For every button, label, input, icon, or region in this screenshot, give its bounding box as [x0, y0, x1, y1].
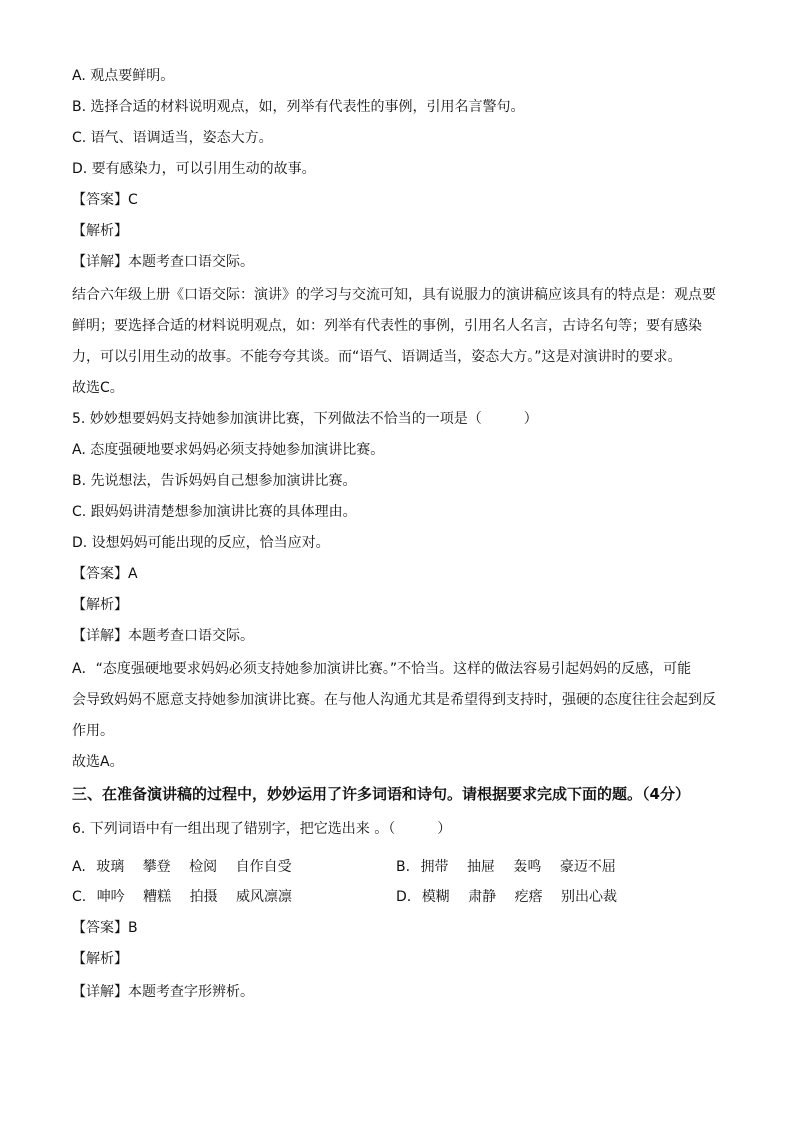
option-label: C. — [72, 889, 87, 905]
word: 肃静 — [468, 889, 497, 905]
q5-option-d: D. 设想妈妈可能出现的反应，恰当应对。 — [72, 535, 330, 551]
option-label: D. — [396, 889, 412, 905]
word: 模糊 — [421, 889, 450, 905]
q5-detail-line: 会导致妈妈不愿意支持她参加演讲比赛。在与他人沟通尤其是希望得到支持时，强硬的态度往往会起到反 — [72, 692, 716, 708]
word: 疙瘩 — [514, 889, 543, 905]
q4-detail-line: 鲜明；要选择合适的材料说明观点，如：列举有代表性的事例，引用名人名言，古诗名句等；要有感染 — [72, 318, 702, 334]
section-3-heading: 三、在准备演讲稿的过程中，妙妙运用了许多词语和诗句。请根据要求完成下面的题。（4分） — [72, 785, 690, 803]
word: 轰鸣 — [513, 859, 542, 875]
word: 检阅 — [189, 859, 218, 875]
word: 攀登 — [142, 859, 171, 875]
q6-analysis-label: 【解析】 — [72, 951, 128, 967]
q5-detail-line: 作用。 — [72, 723, 114, 739]
q5-stem: 5. 妙妙想要妈妈支持她参加演讲比赛，下列做法不恰当的一项是（ ） — [72, 411, 538, 427]
q5-choice: 故选A。 — [72, 754, 124, 770]
q6-option-b — [396, 857, 616, 877]
word: 别出心裁 — [561, 889, 618, 905]
word: 玻璃 — [96, 859, 125, 875]
q5-answer: 【答案】A — [72, 566, 138, 582]
q6-option-row-2 — [72, 887, 732, 907]
q4-analysis-label: 【解析】 — [72, 223, 128, 239]
word: 糟糕 — [143, 889, 172, 905]
q6-option-d — [396, 887, 617, 907]
q5-option-c: C. 跟妈妈讲清楚想参加演讲比赛的具体理由。 — [72, 504, 357, 520]
q4-option-b: B. 选择合适的材料说明观点，如，列举有代表性的事例，引用名言警句。 — [72, 99, 525, 115]
word: 豪迈不屈 — [559, 859, 616, 875]
word: 威风凛凛 — [236, 889, 293, 905]
q5-option-a: A. 态度强硬地要求妈妈必须支持她参加演讲比赛。 — [72, 442, 385, 458]
word: 自作自受 — [235, 859, 292, 875]
q4-detail-line: 力，可以引用生动的故事。不能夸夸其谈。而“语气、语调适当，姿态大方。”这是对演讲时的要求。 — [72, 349, 682, 365]
q5-analysis-label: 【解析】 — [72, 597, 128, 613]
q4-detail-line: 结合六年级上册《口语交际：演讲》的学习与交流可知，具有说服力的演讲稿应该具有的特点是：观点要 — [72, 287, 716, 303]
option-label: B. — [396, 859, 411, 875]
word: 抽屉 — [466, 859, 495, 875]
q6-option-row-1 — [72, 857, 732, 877]
q6-answer: 【答案】B — [72, 920, 138, 936]
q5-detail-head: 【详解】本题考查口语交际。 — [72, 628, 254, 644]
q5-option-b: B. 先说想法，告诉妈妈自己想参加演讲比赛。 — [72, 473, 357, 489]
q4-detail-head: 【详解】本题考查口语交际。 — [72, 254, 254, 270]
q4-option-c: C. 语气、语调适当，姿态大方。 — [72, 130, 273, 146]
q5-detail-line: A．“态度强硬地要求妈妈必须支持她参加演讲比赛。”不恰当。这样的做法容易引起妈妈的反感，可能 — [72, 661, 692, 677]
q4-option-d: D. 要有感染力，可以引用生动的故事。 — [72, 161, 316, 177]
q6-option-a — [72, 859, 292, 875]
q4-option-a: A. 观点要鲜明。 — [72, 68, 175, 84]
q4-answer: 【答案】C — [72, 192, 138, 208]
q6-detail-head: 【详解】本题考查字形辨析。 — [72, 984, 254, 1000]
word: 拥带 — [420, 859, 449, 875]
word: 呻吟 — [96, 889, 125, 905]
q4-choice: 故选C。 — [72, 380, 124, 396]
word: 拍摄 — [189, 889, 218, 905]
q6-stem: 6. 下列词语中有一组出现了错别字，把它选出来 。（ ） — [72, 821, 452, 837]
q6-option-c — [72, 889, 292, 905]
option-label: A. — [72, 859, 86, 875]
